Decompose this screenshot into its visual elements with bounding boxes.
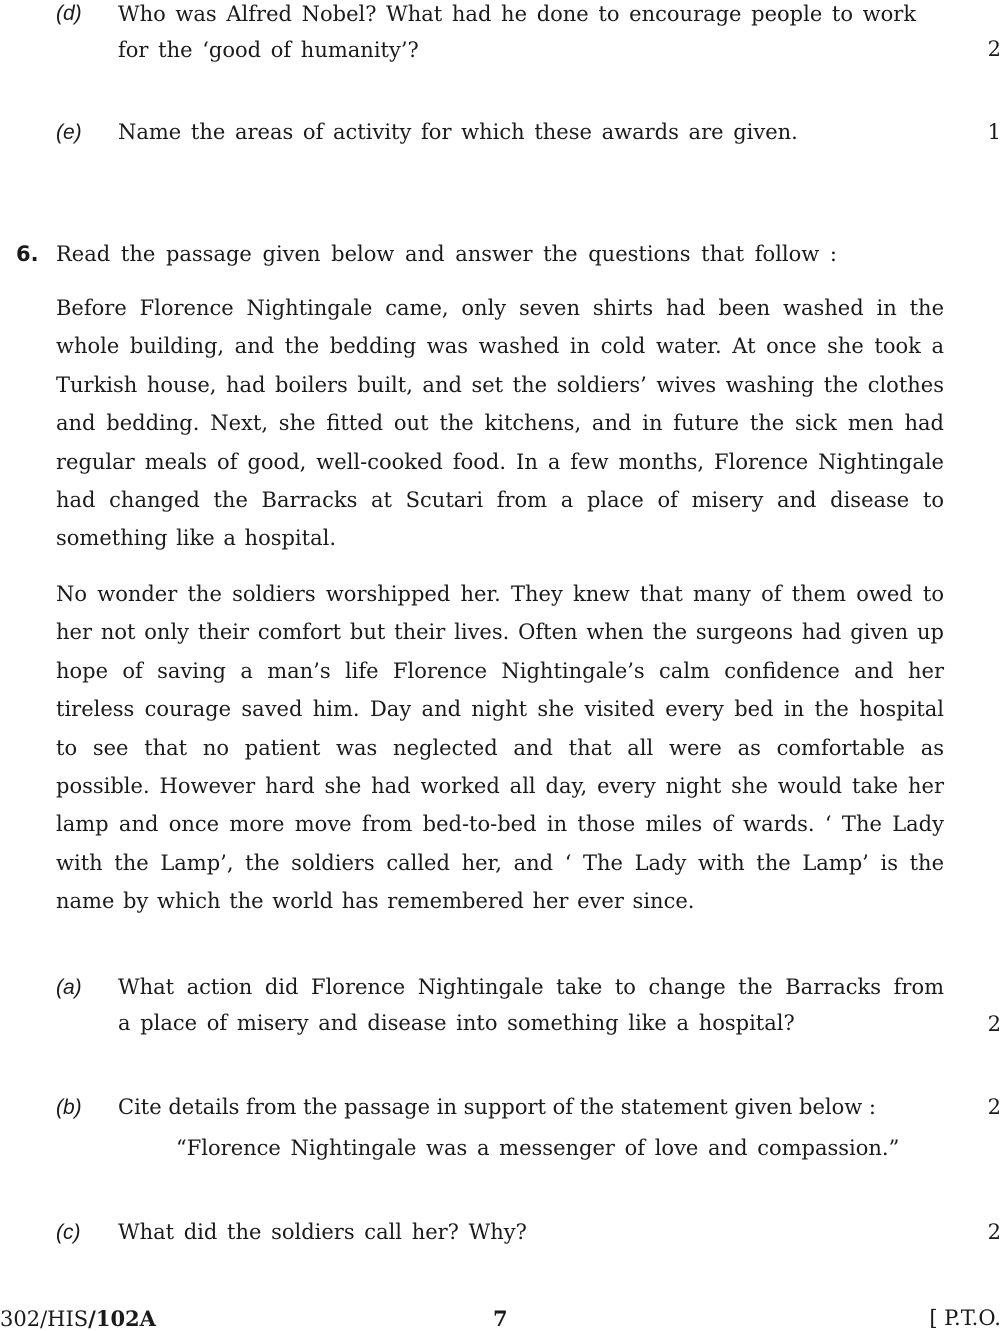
- question-label-d: (d): [56, 2, 82, 25]
- question-d-line2: for the ‘good of humanity’?: [118, 38, 419, 62]
- question-b-quote: “Florence Nightingale was a messenger of love and compassion.”: [176, 1136, 900, 1160]
- question-d-marks: 2: [987, 37, 1001, 61]
- question-d-line1: Who was Alfred Nobel? What had he done to encourage people to work: [118, 2, 917, 26]
- question-a-text: [118, 969, 944, 1041]
- page-number: 7: [493, 1306, 508, 1331]
- question-a-line1: What action did Florence Nightingale take to change the Barracks from: [118, 975, 944, 999]
- question-c-text: What did the soldiers call her? Why?: [118, 1220, 527, 1244]
- question-e-marks: 1: [987, 120, 1001, 144]
- question-e-text: Name the areas of activity for which these awards are given.: [118, 120, 798, 144]
- question-b-text: Cite details from the passage in support of the statement given below :: [118, 1095, 876, 1119]
- question-label-e: (e): [56, 121, 82, 144]
- pto-marker: [ P.T.O.: [929, 1306, 1001, 1330]
- passage-paragraph-2: No wonder the soldiers worshipped her. They knew that many of them owed to her not only their comfort but their lives. Often when the surgeons had given up hope of saving a man’s life Florence Nightingale’s calm confidence and her tireless courage saved him. Day and night she visited every bed in the hospital to see that no patient was neglected and that all were as comfortable as possible. However hard she had worked all day, every night she would take her lamp and once more move from bed-to-bed in those miles of wards. ‘ The Lady with the Lamp’, the soldiers called her, and ‘ The Lady with the Lamp’ is the name by which the world has remembered her ever since.: [56, 582, 944, 914]
- paper-code: [0, 1306, 156, 1331]
- paper-code-suffix: /102A: [88, 1306, 156, 1331]
- question-a-line2: a place of misery and disease into something like a hospital?: [118, 1011, 795, 1035]
- question-label-b: (b): [56, 1096, 82, 1119]
- question-label-c: (c): [56, 1221, 81, 1244]
- paper-code-prefix: 302/HIS: [0, 1307, 89, 1331]
- passage-paragraph-1: Before Florence Nightingale came, only seven shirts had been washed in the whole building, and the bedding was washed in cold water. At once she took a Turkish house, had boilers built, and set the soldiers’ wives washing the clothes and bedding. Next, she fitted out the kitchens, and in future the sick men had regular meals of good, well-cooked food. In a few months, Florence Nightingale had changed the Barracks at Scutari from a place of misery and disease to something like a hospital.: [56, 296, 944, 551]
- question-b-marks: 2: [987, 1095, 1001, 1119]
- question-6-instruction: Read the passage given below and answer the questions that follow :: [56, 242, 837, 266]
- question-label-a: (a): [56, 976, 82, 999]
- question-c-marks: 2: [987, 1220, 1001, 1244]
- question-6-number: 6.: [16, 242, 39, 266]
- question-d-text: [118, 0, 944, 68]
- question-a-marks: 2: [987, 1012, 1001, 1036]
